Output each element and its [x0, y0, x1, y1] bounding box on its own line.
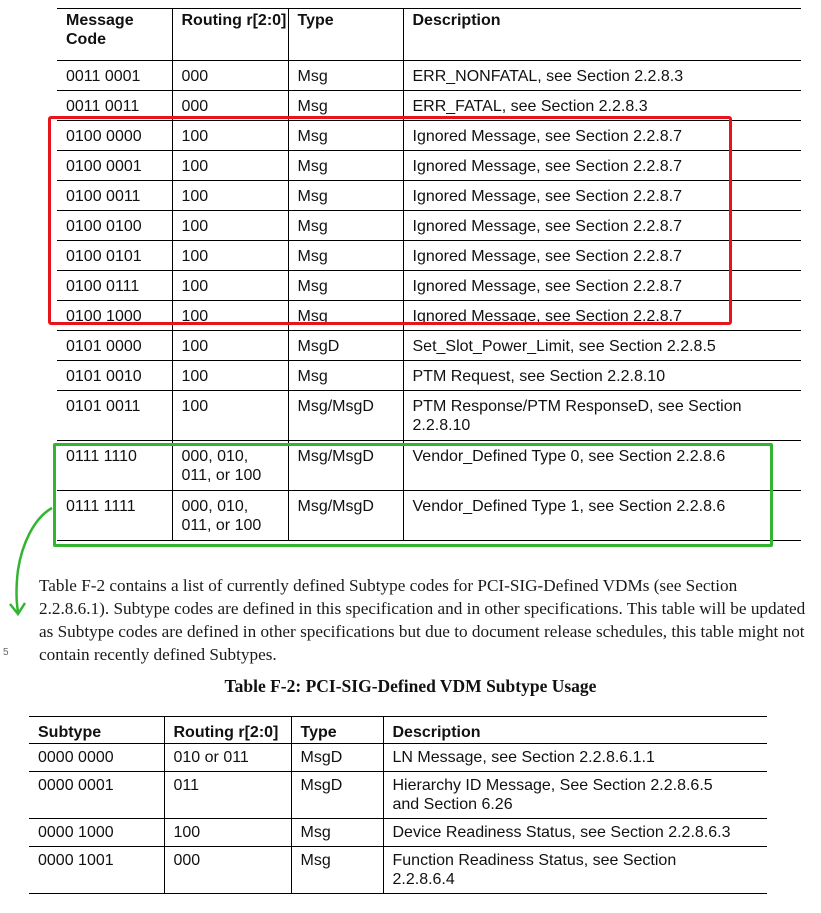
cell-routing: 000, 010, 011, or 100	[172, 491, 288, 541]
cell-description: Ignored Message, see Section 2.2.8.7	[403, 211, 801, 241]
table-row	[29, 772, 767, 819]
vdm-subtype-table	[29, 716, 767, 894]
cell-type: Msg	[288, 121, 403, 151]
cell-subtype: 0000 0000	[29, 744, 164, 772]
cell-code: 0100 0001	[57, 151, 172, 181]
cell-code: 0100 0100	[57, 211, 172, 241]
cell-type: Msg	[288, 301, 403, 331]
table-caption: Table F-2: PCI-SIG-Defined VDM Subtype Usage	[224, 676, 597, 696]
cell-description: Vendor_Defined Type 0, see Section 2.2.8.6	[403, 441, 801, 491]
green-highlight-box	[53, 443, 773, 547]
cell-description: Ignored Message, see Section 2.2.8.7	[403, 301, 801, 331]
cell-type: MsgD	[291, 772, 383, 819]
cell-routing: 000	[172, 61, 288, 91]
cell-description: Ignored Message, see Section 2.2.8.7	[403, 241, 801, 271]
table-row	[57, 361, 801, 391]
cell-routing: 011	[164, 772, 291, 819]
cell-routing: 100	[172, 181, 288, 211]
header-type: Type	[288, 9, 403, 61]
cell-code: 0100 0011	[57, 181, 172, 211]
cell-type: Msg	[288, 211, 403, 241]
cell-description: Hierarchy ID Message, See Section 2.2.8.6.5 and Section 6.26	[383, 772, 767, 819]
body-paragraph	[39, 574, 809, 666]
cell-description: PTM Request, see Section 2.2.8.10	[403, 361, 801, 391]
cell-routing: 100	[172, 211, 288, 241]
paragraph-text: Table F-2 contains a list of currently defined Subtype codes for PCI-SIG-Defined VDMs (see Section 2.2.8.6.1). Subtype codes are defined in this specification and in other specifications. This table will be updated as Subtype codes are defined in other specifications but due to document release schedules, this table might not contain recently defined Subtypes.	[39, 576, 806, 664]
cell-routing: 100	[164, 819, 291, 847]
cell-code: 0100 0111	[57, 271, 172, 301]
cell-subtype: 0000 1001	[29, 847, 164, 894]
cell-code: 0101 0010	[57, 361, 172, 391]
cell-type: Msg	[288, 271, 403, 301]
cell-code: 0111 1110	[57, 441, 172, 491]
cell-type: Msg	[288, 241, 403, 271]
cell-description: ERR_FATAL, see Section 2.2.8.3	[403, 91, 801, 121]
cell-type: Msg	[291, 847, 383, 894]
cell-type: MsgD	[288, 331, 403, 361]
cell-type: Msg	[288, 151, 403, 181]
cell-routing: 100	[172, 151, 288, 181]
header-routing: Routing r[2:0]	[164, 717, 291, 744]
cell-routing: 100	[172, 301, 288, 331]
table-row	[57, 391, 801, 441]
cell-routing: 100	[172, 271, 288, 301]
cell-code: 0111 1111	[57, 491, 172, 541]
cell-code: 0100 0000	[57, 121, 172, 151]
cell-description: Vendor_Defined Type 1, see Section 2.2.8.6	[403, 491, 801, 541]
red-highlight-box	[48, 116, 732, 325]
cell-description: Set_Slot_Power_Limit, see Section 2.2.8.5	[403, 331, 801, 361]
cell-description: Ignored Message, see Section 2.2.8.7	[403, 151, 801, 181]
cell-type: Msg	[288, 91, 403, 121]
table-row	[29, 819, 767, 847]
cell-routing: 000	[164, 847, 291, 894]
cell-code: 0011 0001	[57, 61, 172, 91]
cell-type: Msg	[288, 181, 403, 211]
cell-subtype: 0000 1000	[29, 819, 164, 847]
cell-routing: 100	[172, 331, 288, 361]
header-subtype: Subtype	[29, 717, 164, 744]
cell-description: Ignored Message, see Section 2.2.8.7	[403, 181, 801, 211]
cell-type: Msg	[291, 819, 383, 847]
table-header-row	[29, 717, 767, 744]
cell-routing: 000	[172, 91, 288, 121]
cell-description: PTM Response/PTM ResponseD, see Section 2.2.8.10	[403, 391, 801, 441]
header-description: Description	[383, 717, 767, 744]
table-row	[29, 847, 767, 894]
cell-type: Msg/MsgD	[288, 491, 403, 541]
cell-code: 0101 0011	[57, 391, 172, 441]
table-row	[29, 744, 767, 772]
cell-type: Msg	[288, 361, 403, 391]
cell-code: 0100 0101	[57, 241, 172, 271]
cell-description: Ignored Message, see Section 2.2.8.7	[403, 121, 801, 151]
cell-code: 0011 0011	[57, 91, 172, 121]
table-row	[57, 61, 801, 91]
header-message-code: Message Code	[57, 9, 172, 61]
cell-description: Ignored Message, see Section 2.2.8.7	[403, 271, 801, 301]
table-header-row	[57, 9, 801, 61]
cell-routing: 010 or 011	[164, 744, 291, 772]
header-type: Type	[291, 717, 383, 744]
line-number: 5	[3, 647, 9, 658]
table-row	[57, 331, 801, 361]
cell-code: 0101 0000	[57, 331, 172, 361]
header-routing: Routing r[2:0]	[172, 9, 288, 61]
cell-code: 0100 1000	[57, 301, 172, 331]
cell-type: Msg/MsgD	[288, 391, 403, 441]
header-description: Description	[403, 9, 801, 61]
cell-description: Device Readiness Status, see Section 2.2.8.6.3	[383, 819, 767, 847]
cell-routing: 100	[172, 391, 288, 441]
cell-type: Msg	[288, 61, 403, 91]
cell-routing: 100	[172, 241, 288, 271]
cell-type: MsgD	[291, 744, 383, 772]
cell-routing: 100	[172, 121, 288, 151]
cell-routing: 000, 010, 011, or 100	[172, 441, 288, 491]
cell-routing: 100	[172, 361, 288, 391]
cell-description: ERR_NONFATAL, see Section 2.2.8.3	[403, 61, 801, 91]
cell-description: Function Readiness Status, see Section 2.2.8.6.4	[383, 847, 767, 894]
cell-type: Msg/MsgD	[288, 441, 403, 491]
cell-subtype: 0000 0001	[29, 772, 164, 819]
cell-description: LN Message, see Section 2.2.8.6.1.1	[383, 744, 767, 772]
